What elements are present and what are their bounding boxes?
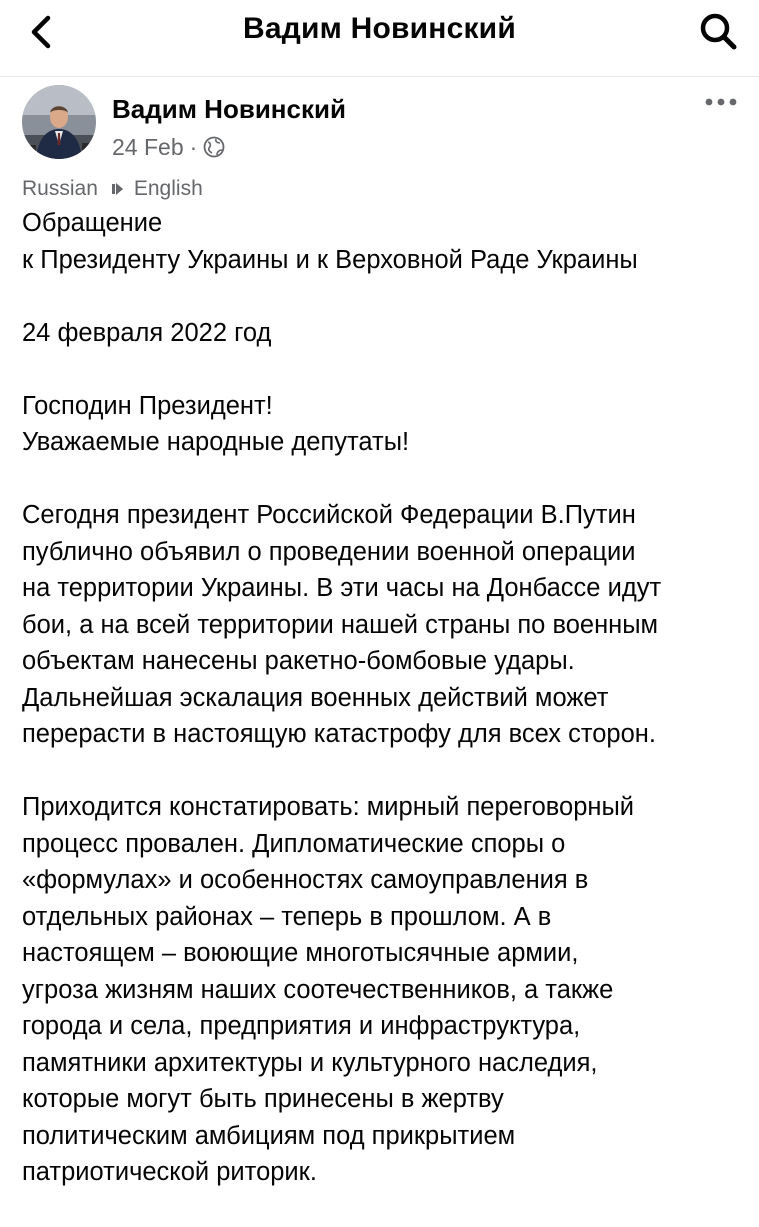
- text-line: перерасти в настоящую катастрофу для всех сторон.: [22, 720, 656, 748]
- meta-separator: ·: [189, 133, 198, 160]
- paragraph: [22, 388, 747, 461]
- text-line: Приходится констатировать: мирный переговорный: [22, 793, 635, 821]
- search-button[interactable]: [695, 8, 743, 56]
- translate-arrow-icon: [112, 181, 124, 197]
- text-line: на территории Украины. В эти часы на Донбассе идут: [22, 574, 662, 602]
- text-line: Господин Президент!: [22, 391, 273, 420]
- text-line: которые могут быть принесены в жертву: [22, 1085, 504, 1113]
- text-line: 24 февраля 2022 год: [22, 318, 272, 347]
- translation-source-language: Russian: [22, 177, 98, 200]
- text-line: памятники архитектуры и культурного наследия,: [22, 1048, 598, 1077]
- avatar[interactable]: [22, 85, 96, 159]
- text-line: «формулах» и особенностях самоуправления в: [22, 866, 589, 894]
- author-name[interactable]: Вадим Новинский: [112, 94, 346, 124]
- text-line: объектам нанесены ракетно-бомбовые удары.: [22, 647, 575, 675]
- translation-target-language: English: [133, 177, 203, 200]
- text-line: настоящем – воюющие многотысячные армии,: [22, 939, 579, 967]
- header-divider: [0, 76, 759, 77]
- text-line: публично объявил о проведении военной операции: [22, 537, 636, 566]
- translation-toggle[interactable]: [22, 177, 203, 201]
- paragraph: [22, 205, 747, 278]
- text-line: процесс провален. Дипломатические споры о: [22, 829, 566, 858]
- globe-icon: [203, 136, 225, 158]
- text-line: бои, а на всей территории нашей страны по военным: [22, 610, 659, 639]
- post-meta: [112, 132, 225, 162]
- post-text: [22, 205, 747, 1227]
- text-line: отдельных районах – теперь в прошлом. А в: [22, 902, 552, 931]
- page-title: Вадим Новинский: [243, 12, 516, 45]
- text-line: Обращение: [22, 209, 163, 237]
- text-line: Уважаемые народные депутаты!: [22, 428, 410, 456]
- text-line: города и села, предприятия и инфраструктура,: [22, 1012, 581, 1040]
- top-bar: [0, 0, 759, 64]
- paragraph: [22, 789, 747, 1191]
- text-line: Дальнейшая эскалация военных действий может: [22, 683, 609, 712]
- text-line: политическим амбициям под прикрытием: [22, 1121, 516, 1150]
- post-date[interactable]: 24 Feb: [112, 133, 184, 160]
- paragraph: [22, 315, 747, 352]
- text-line: угроза жизням наших соотечественников, а также: [22, 975, 614, 1004]
- text-line: патриотической риторик.: [22, 1158, 317, 1186]
- search-icon: [695, 8, 743, 56]
- text-line: Сегодня президент Российской Федерации В.Путин: [22, 501, 636, 529]
- paragraph: [22, 497, 747, 753]
- more-horizontal-icon: [701, 92, 741, 116]
- more-options-button[interactable]: [701, 92, 741, 116]
- text-line: к Президенту Украины и к Верховной Раде Украины: [22, 245, 638, 274]
